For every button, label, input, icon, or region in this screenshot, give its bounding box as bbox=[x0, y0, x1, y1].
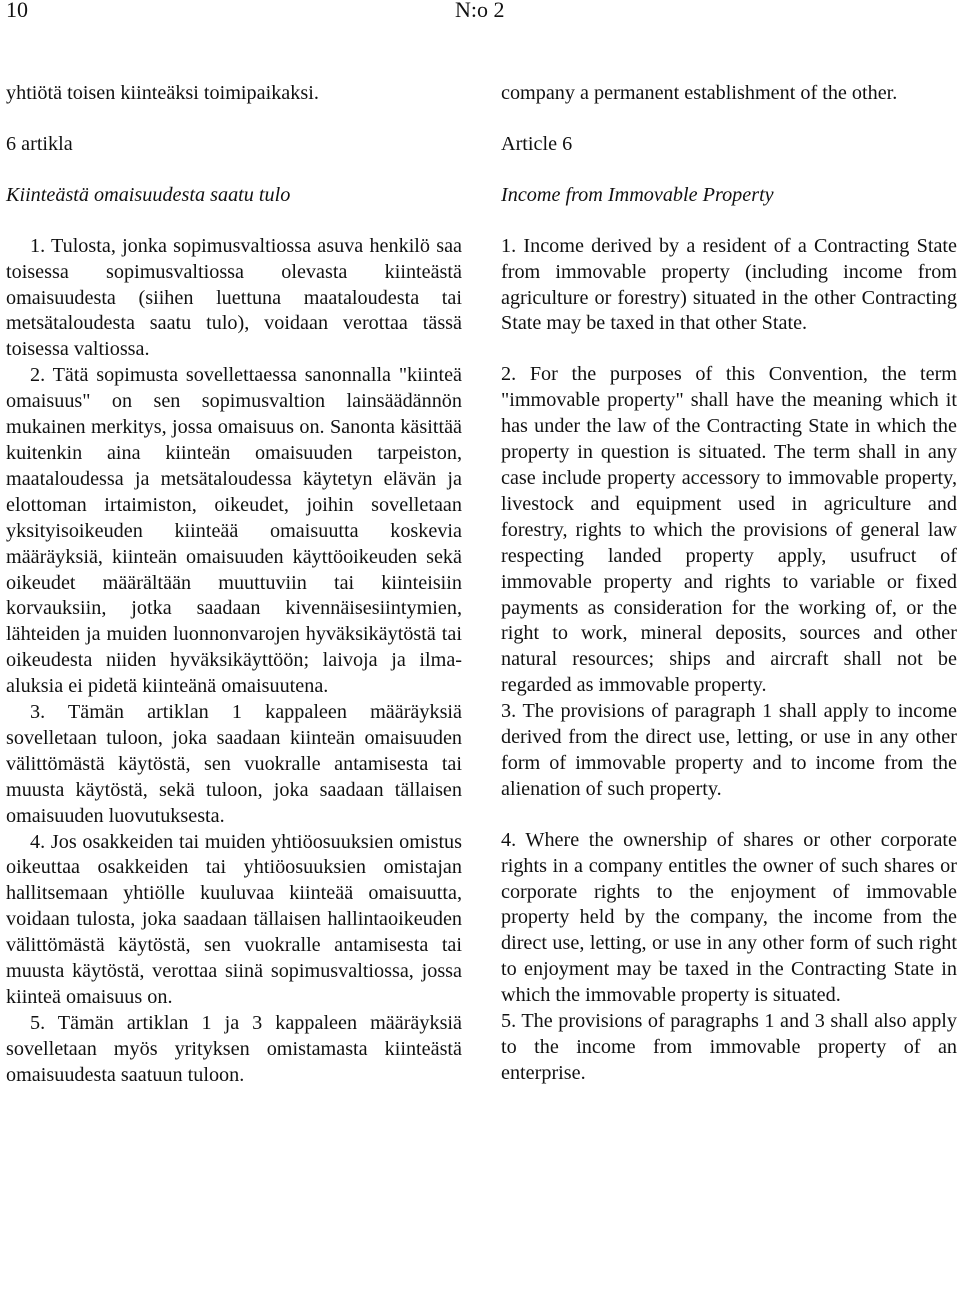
english-paragraph-1: 1. Income derived by a resident of a Contracting State from immovable property (including income from agriculture or forestry) situated in the other Contracting State may be taxed in that other State. bbox=[501, 234, 957, 335]
finnish-paragraph-5: 5. Tämän artiklan 1 ja 3 kappaleen määräyksiä sovelletaan myös yrityksen omistamasta kiinteästä omaisuudesta saatuun tuloon. bbox=[6, 1011, 462, 1086]
english-paragraph-3: 3. The provisions of paragraph 1 shall apply to income derived from the direct use, letting, or use in any other form of immovable property and to income from the alienation of such property. bbox=[501, 700, 957, 800]
english-article-title: Income from Immovable Property bbox=[501, 183, 774, 206]
english-intro: company a permanent establishment of the other. bbox=[501, 82, 898, 104]
page-number: 10 bbox=[6, 0, 28, 22]
english-article-heading: Article 6 bbox=[501, 132, 573, 155]
finnish-article-heading: 6 artikla bbox=[6, 132, 73, 155]
english-paragraph-5: 5. The provisions of paragraphs 1 and 3 shall also apply to the income from immovable property of an enterprise. bbox=[501, 1010, 957, 1084]
english-paragraph-4: 4. Where the ownership of shares or other corporate rights in a company entitles the owner of such shares or corporate rights to the enjoyment of immovable property held by the company, the income from the direct use, letting, or use in any other form of such right to enjoyment may be taxed in the Contracting State in which the immovable property is situated. bbox=[501, 828, 957, 1007]
finnish-article-title: Kiinteästä omaisuudesta saatu tulo bbox=[6, 183, 291, 206]
finnish-paragraph-3: 3. Tämän artiklan 1 kappaleen määräyksiä sovelletaan tuloon, joka saadaan kiinteän omaisuuden välittömästä käytöstä, sen vuokralle antamisesta tai muusta käytöstä, sekä tuloon, joka saadaan tällaisen omaisuuden luovutuksesta. bbox=[6, 701, 462, 827]
english-paragraph-2: 2. For the purposes of this Convention, the term "immovable property" shall have the meaning which it has under the law of the Contracting State in which the property in question is situated. The term shall in any case include property accessory to immovable property, livestock and equipment used in agriculture and forestry, rights to which the provisions of general law respecting landed property apply, usufruct of immovable property and rights to variable or fixed payments as consideration for the working of, or the right to work, mineral deposits, sources and other natural resources; ships and aircraft shall not be regarded as immovable property. bbox=[501, 363, 957, 697]
finnish-column bbox=[6, 81, 462, 1089]
finnish-paragraph-2: 2. Tätä sopimusta sovellettaessa sanonnalla "kiinteä omaisuus" on sen sopimusvaltion lainsäädännön mukainen merkitys, jossa omaisuus on. Sanonta käsittää kuitenkin aina kiinteän omaisuuden tarpeiston, maataloudessa ja metsätaloudessa käytetyn elävän ja elottoman irtaimiston, oikeudet, joihin sovelletaan yksityisoikeuden kiinteää omaisuutta koskevia määräyksiä, kiinteän omaisuuden käyttöoikeuden sekä oikeudet määrältään muuttuviin tai kiinteisiin korvauksiin, jotka saadaan kivennäisesiintymien, lähteiden ja muiden luonnonvarojen hyväksikäytöstä tai oikeudesta niiden hyväksikäyttöön; laivoja ja ilma-aluksia ei pidetä kiinteänä omaisuutena. bbox=[6, 364, 462, 698]
finnish-paragraph-4: 4. Jos osakkeiden tai muiden yhtiöosuuksien omistus oikeuttaa osakkeiden tai yhtiöosuuksien omistajan hallitsemaan yhtiölle kuuluvaa kiinteää omaisuutta, voidaan tulosta, joka saadaan tällaisen hallintaoikeuden välittömästä käytöstä, sen vuokralle antamisesta tai muusta käytöstä, verottaa siinä sopimusvaltiossa, jossa kiinteä omaisuus on. bbox=[6, 830, 462, 1008]
finnish-paragraph-1: 1. Tulosta, jonka sopimusvaltiossa asuva henkilö saa toisessa sopimusvaltiossa olevasta kiinteästä omaisuudesta (siihen luettuna maataloudesta tai metsätaloudesta saatu tulo), voidaan verottaa tässä toisessa valtiossa. bbox=[6, 234, 462, 361]
english-column bbox=[501, 81, 957, 1087]
issue-number: N:o 2 bbox=[455, 0, 505, 22]
finnish-intro: yhtiötä toisen kiinteäksi toimipaikaksi. bbox=[6, 82, 319, 104]
